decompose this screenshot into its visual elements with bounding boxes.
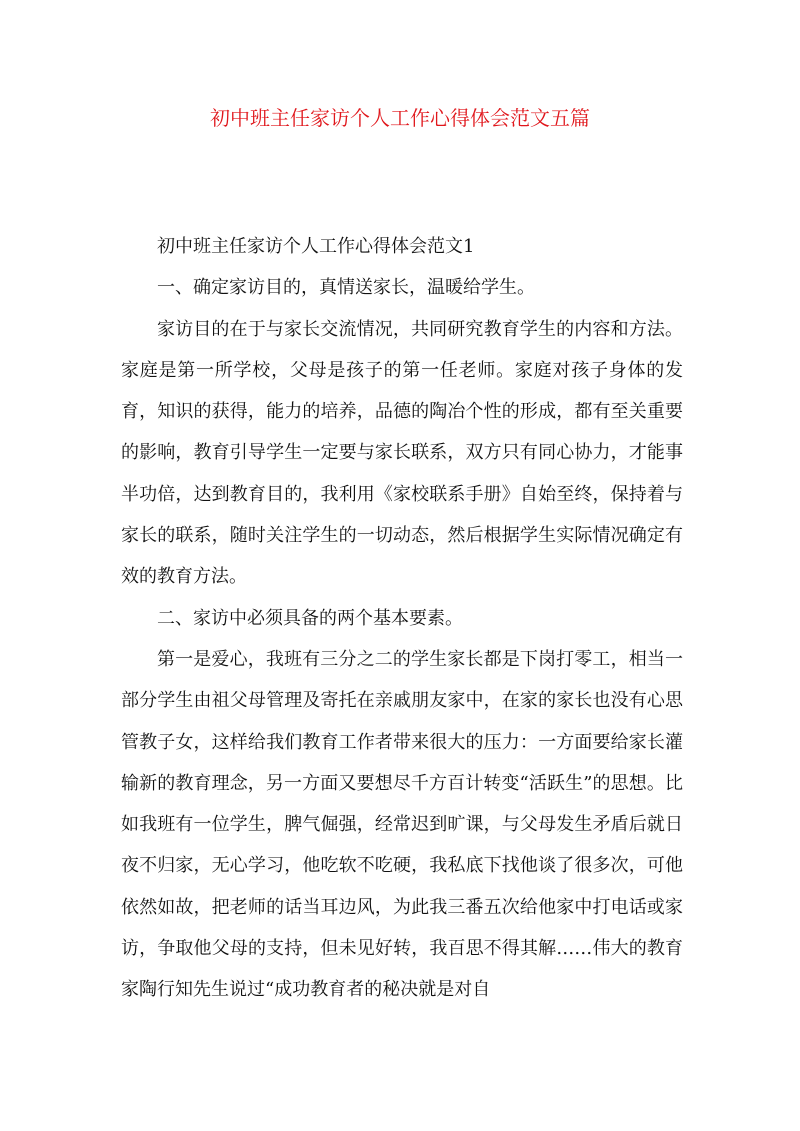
document-title: 初中班主任家访个人工作心得体会范文五篇 [210, 106, 590, 130]
section-heading-2: 二、家访中必须具备的两个基本要素。 [157, 607, 463, 629]
paragraph: 第一是爱心，我班有三分之二的学生家长都是下岗打零工，相当一部分学生由祖父母管理及寄托在亲戚朋友家中，在家的家长也没有心思管教子女，这样给我们教育工作者带来很大的压力：一方面要给家长灌输新的教育理念，另一方面又要想尽千方百计转变“活跃生”的思想。比如我班有一位学生，脾气倔强，经常迟到旷课，与父母发生矛盾后就日夜不归家，无心学习，他吃软不吃硬，我私底下找他谈了很多次，可他依然如故，把老师的话当耳边风，为此我三番五次给他家中打电话或家访，争取他父母的支持，但未见好转，我百思不得其解……伟大的教育家陶行知先生说过“成功教育者的秘决就是对自 [121, 648, 683, 1001]
paragraph: 家访目的在于与家长交流情况，共同研究教育学生的内容和方法。家庭是第一所学校，父母是孩子的第一任老师。家庭对孩子身体的发育，知识的获得，能力的培养，品德的陶冶个性的形成，都有至关重要的影响，教育引导学生一定要与家长联系，双方只有同心协力，才能事半功倍，达到教育目的，我利用《家校联系手册》自始至终，保持着与家长的联系，随时关注学生的一切动态，然后根据学生实际情况确定有效的教育方法。 [121, 318, 683, 588]
document-body [121, 226, 683, 1011]
essay-heading: 初中班主任家访个人工作心得体会范文1 [157, 236, 475, 257]
section-heading-1: 一、确定家访目的，真情送家长，温暖给学生。 [157, 277, 535, 299]
